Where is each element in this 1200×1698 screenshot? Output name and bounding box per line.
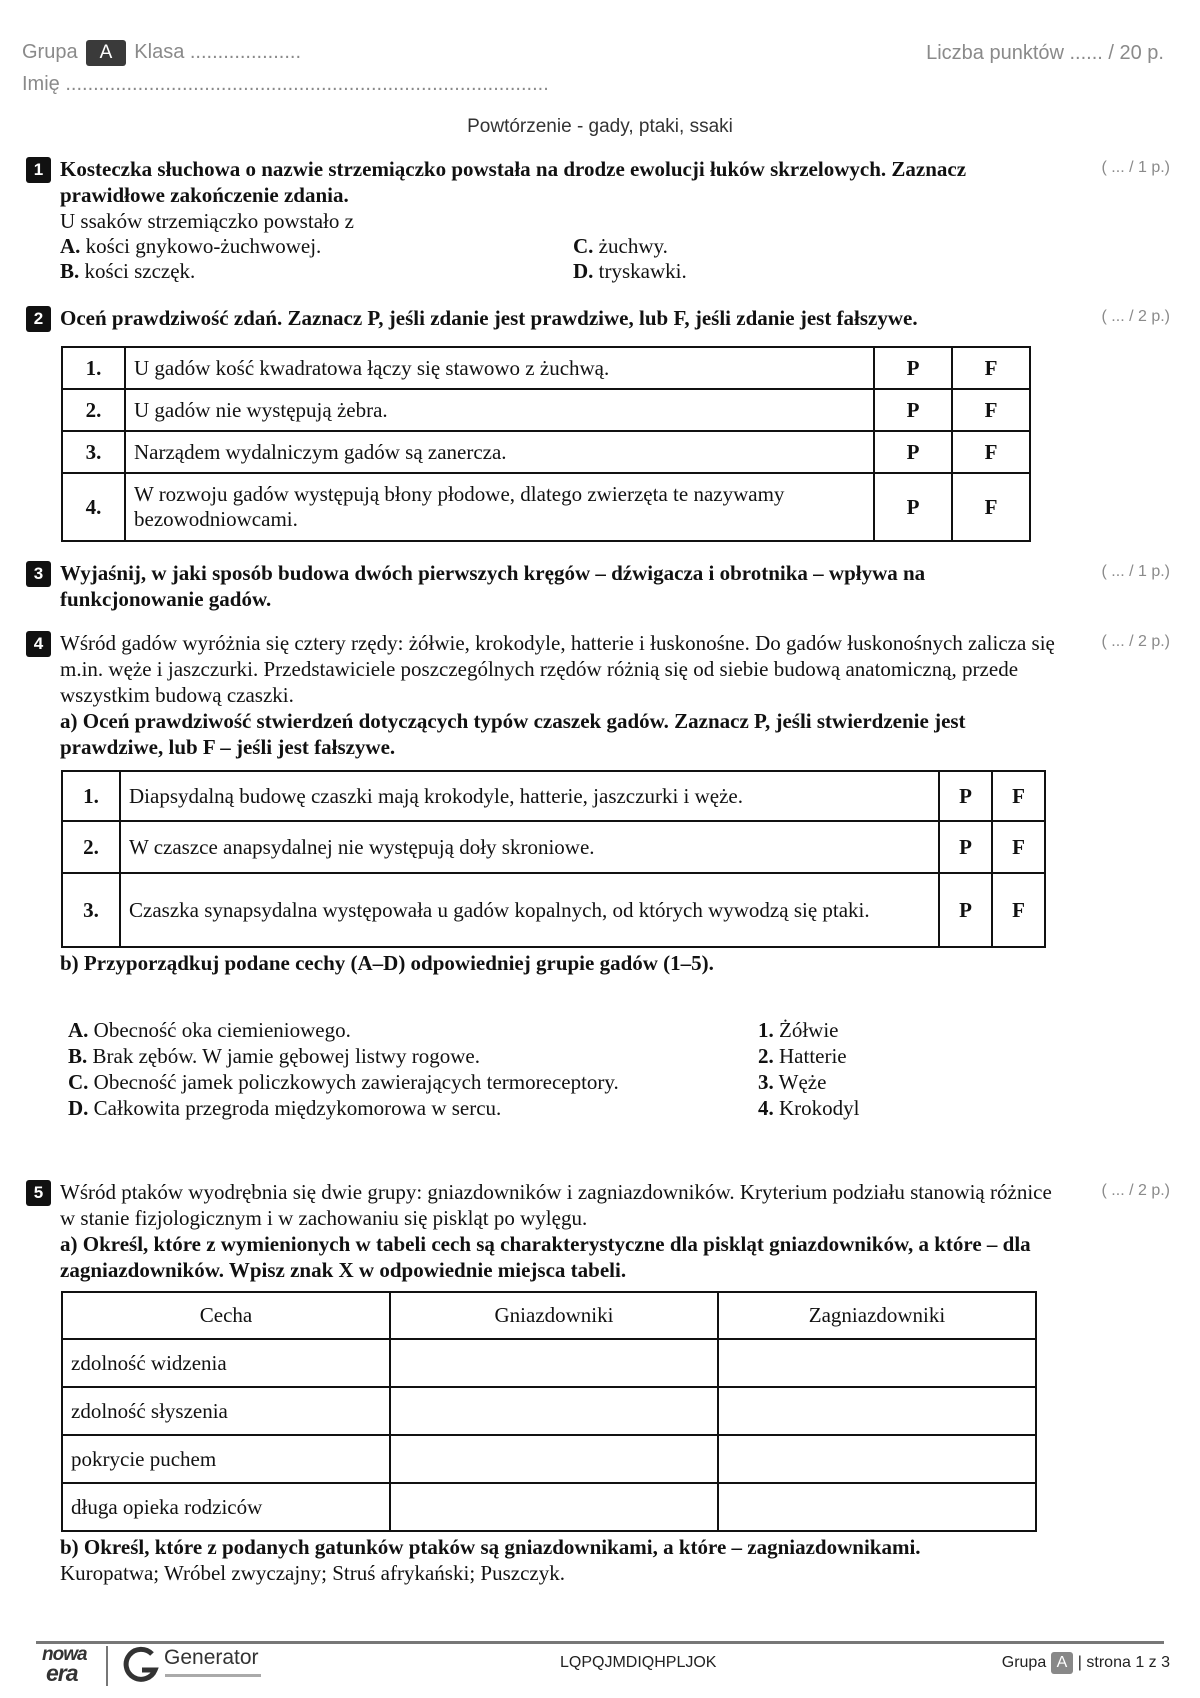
question-number: 3 [26,561,51,587]
answer-cell-zagniazdowniki[interactable] [718,1387,1036,1435]
points-total: Liczba punktów ...... / 20 p. [926,42,1164,64]
group-3: 3. Węże [758,1070,827,1094]
document-code: LQPQJMDIQHPLJOK [560,1654,717,1671]
answer-cell-zagniazdowniki[interactable] [718,1483,1036,1531]
feature-a: A. Obecność oka ciemieniowego. [68,1018,351,1042]
group-1: 1. Żółwie [758,1018,839,1042]
feature-cell: długa opieka rodziców [62,1483,390,1531]
question-2-instruction: Oceń prawdziwość zdań. Zaznacz P, jeśli zdanie jest prawdziwe, lub F, jeśli zdanie jest fałszywe. [60,306,918,330]
row-number: 2. [62,821,120,873]
table-row [62,473,1030,541]
statement: Narządem wydalniczym gadów są zanercza. [125,431,874,473]
row-number: 1. [62,347,125,389]
feature-cell: zdolność słyszenia [62,1387,390,1435]
page-indicator: | strona 1 z 3 [1077,1654,1170,1671]
row-number: 3. [62,873,120,947]
question-1-stem: U ssaków strzemiączko powstało z [60,209,354,233]
option-c[interactable]: C. żuchwy. [573,234,668,258]
table-row [62,1387,1036,1435]
table-header-row [62,1292,1036,1339]
header-grupa-row [22,40,301,66]
column-header: Gniazdowniki [390,1292,718,1339]
answer-cell-zagniazdowniki[interactable] [718,1339,1036,1387]
column-header: Cecha [62,1292,390,1339]
statement: U gadów kość kwadratowa łączy się stawowo z żuchwą. [125,347,874,389]
option-a[interactable]: A. kości gnykowo-żuchwowej. [60,234,322,258]
answer-f[interactable]: F [992,771,1045,821]
question-4-part-a: a) Oceń prawdziwość stwierdzeń dotyczących typów czaszek gadów. Zaznacz P, jeśli stwierdzenie jest prawdziwe, lub F – jeśli jest fałszywe. [60,709,966,759]
answer-p[interactable]: P [939,771,992,821]
species-list: Kuropatwa; Wróbel zwyczajny; Struś afrykański; Puszczyk. [60,1561,565,1585]
statement: Czaszka synapsydalna występowała u gadów kopalnych, od których wywodzą się ptaki. [120,873,939,947]
table-row [62,771,1045,821]
column-header: Zagniazdowniki [718,1292,1036,1339]
grupa-label: Grupa [22,41,78,63]
answer-cell-gniazdowniki[interactable] [390,1483,718,1531]
table-row [62,1339,1036,1387]
answer-f[interactable]: F [992,873,1045,947]
question-1-instruction: Kosteczka słuchowa o nazwie strzemiączko powstała na drodze ewolucji łuków skrzelowych. Zaznacz prawidłowe zakończenie zdania. [60,157,967,207]
feature-d: D. Całkowita przegroda międzykomorowa w sercu. [68,1096,502,1120]
statement: U gadów nie występują żebra. [125,389,874,431]
table-row [62,431,1030,473]
answer-f[interactable]: F [952,473,1030,541]
footer-page-info: Grupa A | strona 1 z 3 [1002,1652,1170,1674]
table-row [62,1435,1036,1483]
question-points: ( ... / 2 p.) [1101,1182,1170,1199]
statement: W rozwoju gadów występują błony płodowe, dlatego zwierzęta te nazywamy bezowodniowcami. [125,473,874,541]
generator-tagline-strip [165,1674,261,1677]
question-points: ( ... / 2 p.) [1101,633,1170,650]
logo-divider [106,1646,108,1686]
answer-cell-gniazdowniki[interactable] [390,1339,718,1387]
statement: Diapsydalną budowę czaszki mają krokodyle, hatterie, jaszczurki i węże. [120,771,939,821]
table-row [62,873,1045,947]
question-3-instruction: Wyjaśnij, w jaki sposób budowa dwóch pierwszych kręgów – dźwigacza i obrotnika – wpływa na funkcjonowanie gadów. [60,561,926,611]
row-number: 2. [62,389,125,431]
option-b[interactable]: B. kości szczęk. [60,259,196,283]
answer-cell-zagniazdowniki[interactable] [718,1435,1036,1483]
option-d[interactable]: D. tryskawki. [573,259,687,283]
group-4: 4. Krokodyl [758,1096,860,1120]
answer-p[interactable]: P [874,431,952,473]
answer-f[interactable]: F [952,347,1030,389]
question-number: 4 [26,631,51,657]
grupa-badge: A [86,40,127,66]
answer-cell-gniazdowniki[interactable] [390,1387,718,1435]
answer-f[interactable]: F [952,431,1030,473]
question-5-part-a: a) Określ, które z wymienionych w tabeli cech są charakterystyczne dla piskląt gniazdowników, a które – dla zagniazdowników. Wpisz znak X w odpowiednie miejsca tabeli. [60,1232,1031,1282]
generator-g-icon [122,1646,160,1686]
footer-grupa-badge: A [1051,1652,1074,1674]
table-row [62,389,1030,431]
question-number: 2 [26,306,51,332]
statement: W czaszce anapsydalnej nie występują doły skroniowe. [120,821,939,873]
question-points: ( ... / 2 p.) [1101,308,1170,325]
nowa-era-logo: nowa era [42,1644,87,1686]
nest-table [61,1291,1037,1532]
feature-c: C. Obecność jamek policzkowych zawierających termoreceptory. [68,1070,619,1094]
answer-p[interactable]: P [939,873,992,947]
truefalse-table-q4 [61,770,1046,948]
question-4-part-b: b) Przyporządkuj podane cechy (A–D) odpowiedniej grupie gadów (1–5). [60,951,714,975]
feature-cell: pokrycie puchem [62,1435,390,1483]
group-2: 2. Hatterie [758,1044,847,1068]
answer-f[interactable]: F [952,389,1030,431]
question-5-part-b: b) Określ, które z podanych gatunków ptaków są gniazdownikami, a które – zagniazdownikami. [60,1535,921,1559]
imie-field: Imię ....................................................................................... [22,73,549,95]
generator-logo: Generator [122,1644,272,1688]
klasa-field: Klasa .................... [134,41,301,63]
question-points: ( ... / 1 p.) [1101,563,1170,580]
answer-p[interactable]: P [874,473,952,541]
feature-cell: zdolność widzenia [62,1339,390,1387]
page-title: Powtórzenie - gady, ptaki, ssaki [467,116,733,137]
table-row [62,821,1045,873]
question-points: ( ... / 1 p.) [1101,159,1170,176]
row-number: 4. [62,473,125,541]
answer-p[interactable]: P [874,389,952,431]
answer-cell-gniazdowniki[interactable] [390,1435,718,1483]
question-number: 5 [26,1180,51,1206]
question-number: 1 [26,157,51,183]
row-number: 1. [62,771,120,821]
question-5-intro: Wśród ptaków wyodrębnia się dwie grupy: gniazdowników i zagniazdowników. Kryterium podziału stanowią różnice w stanie fizjologicznym i w zachowaniu się piskląt po wylęgu. [60,1180,1052,1230]
truefalse-table-q2 [61,346,1031,542]
row-number: 3. [62,431,125,473]
answer-p[interactable]: P [939,821,992,873]
answer-f[interactable]: F [992,821,1045,873]
table-row [62,347,1030,389]
answer-p[interactable]: P [874,347,952,389]
question-4-intro: Wśród gadów wyróżnia się cztery rzędy: żółwie, krokodyle, hatterie i łuskonośne. Do gadów łuskonośnych zalicza się m.in. węże i jaszczurki. Przedstawiciele poszczególnych rzędów różnią się od siebie budową anatomiczną, przede wszystkim budową czaszki. [60,631,1055,707]
feature-b: B. Brak zębów. W jamie gębowej listwy rogowe. [68,1044,480,1068]
table-row [62,1483,1036,1531]
